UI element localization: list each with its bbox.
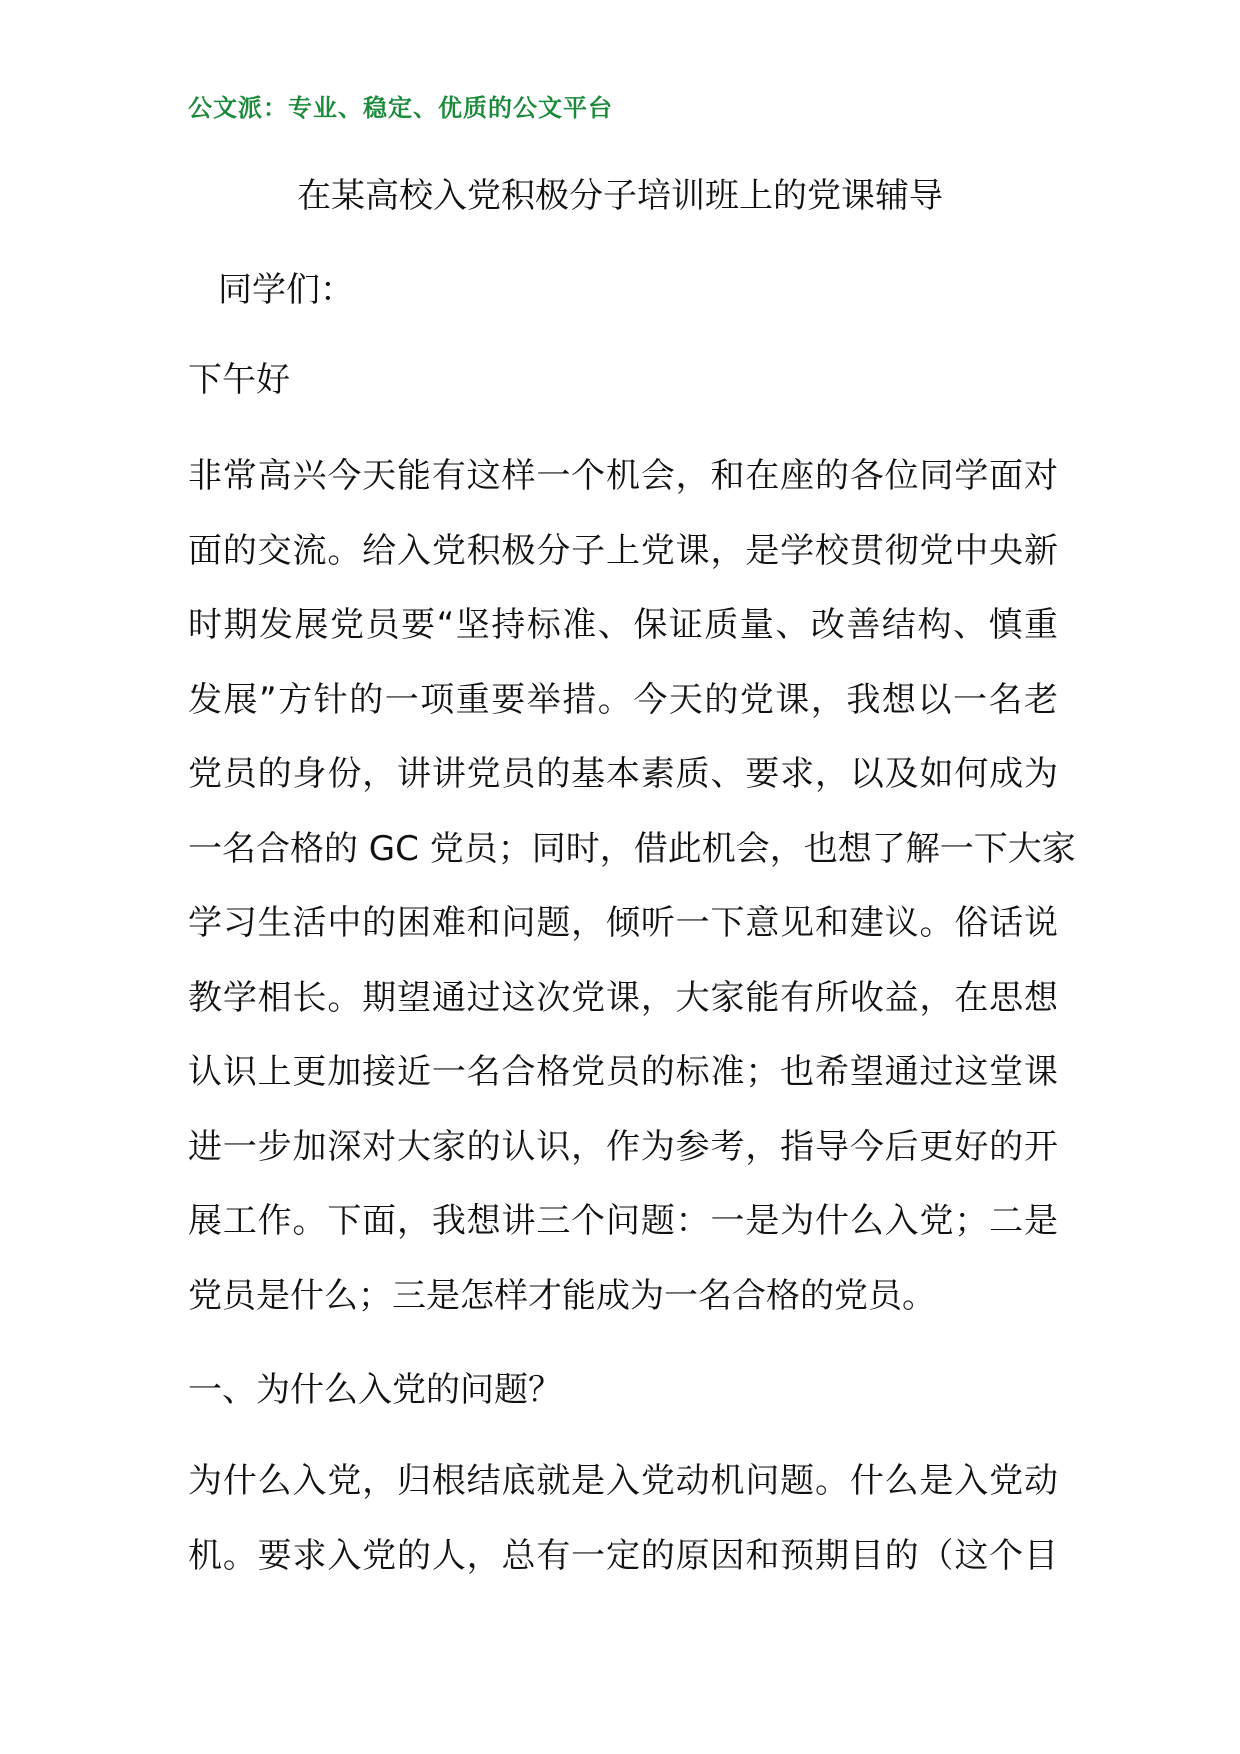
document-title: 在某高校入党积极分子培训班上的党课辅导 <box>297 176 943 216</box>
paragraph-motivation <box>188 1457 1058 1606</box>
section-heading: 一、为什么入党的问题？ <box>188 1370 562 1410</box>
paragraph-intro <box>188 452 1076 1346</box>
salutation: 同学们： <box>218 270 354 310</box>
greeting: 下午好 <box>188 360 290 400</box>
paragraph-line: 机。要求入党的人，总有一定的原因和预期目的（这个目 <box>188 1535 1058 1576</box>
paragraph-line: 党员的身份，讲讲党员的基本素质、要求，以及如何成为 <box>188 754 1058 794</box>
paragraph-line: 面的交流。给入党积极分子上党课，是学校贯彻党中央新 <box>188 530 1058 571</box>
paragraph-line: 非常高兴今天能有这样一个机会，和在座的各位同学面对 <box>188 456 1058 496</box>
paragraph-line: 认识上更加接近一名合格党员的标准；也希望通过这堂课 <box>188 1052 1058 1092</box>
brand-header: 公文派：专业、稳定、优质的公文平台 <box>188 94 613 122</box>
paragraph-line: 党员是什么；三是怎样才能成为一名合格的党员。 <box>188 1275 936 1316</box>
paragraph-line: 一名合格的 GC 党员；同时，借此机会，也想了解一下大家 <box>188 828 1076 869</box>
paragraph-line: 发展”方针的一项重要举措。今天的党课，我想以一名老 <box>188 679 1058 720</box>
paragraph-line: 教学相长。期望通过这次党课，大家能有所收益，在思想 <box>188 977 1058 1018</box>
paragraph-line: 时期发展党员要“坚持标准、保证质量、改善结构、慎重 <box>188 605 1058 645</box>
paragraph-line: 学习生活中的困难和问题，倾听一下意见和建议。俗话说 <box>188 903 1058 943</box>
paragraph-line: 为什么入党，归根结底就是入党动机问题。什么是入党动 <box>188 1461 1058 1501</box>
paragraph-line: 进一步加深对大家的认识，作为参考，指导今后更好的开 <box>188 1126 1058 1167</box>
paragraph-line: 展工作。下面，我想讲三个问题：一是为什么入党；二是 <box>188 1201 1058 1241</box>
